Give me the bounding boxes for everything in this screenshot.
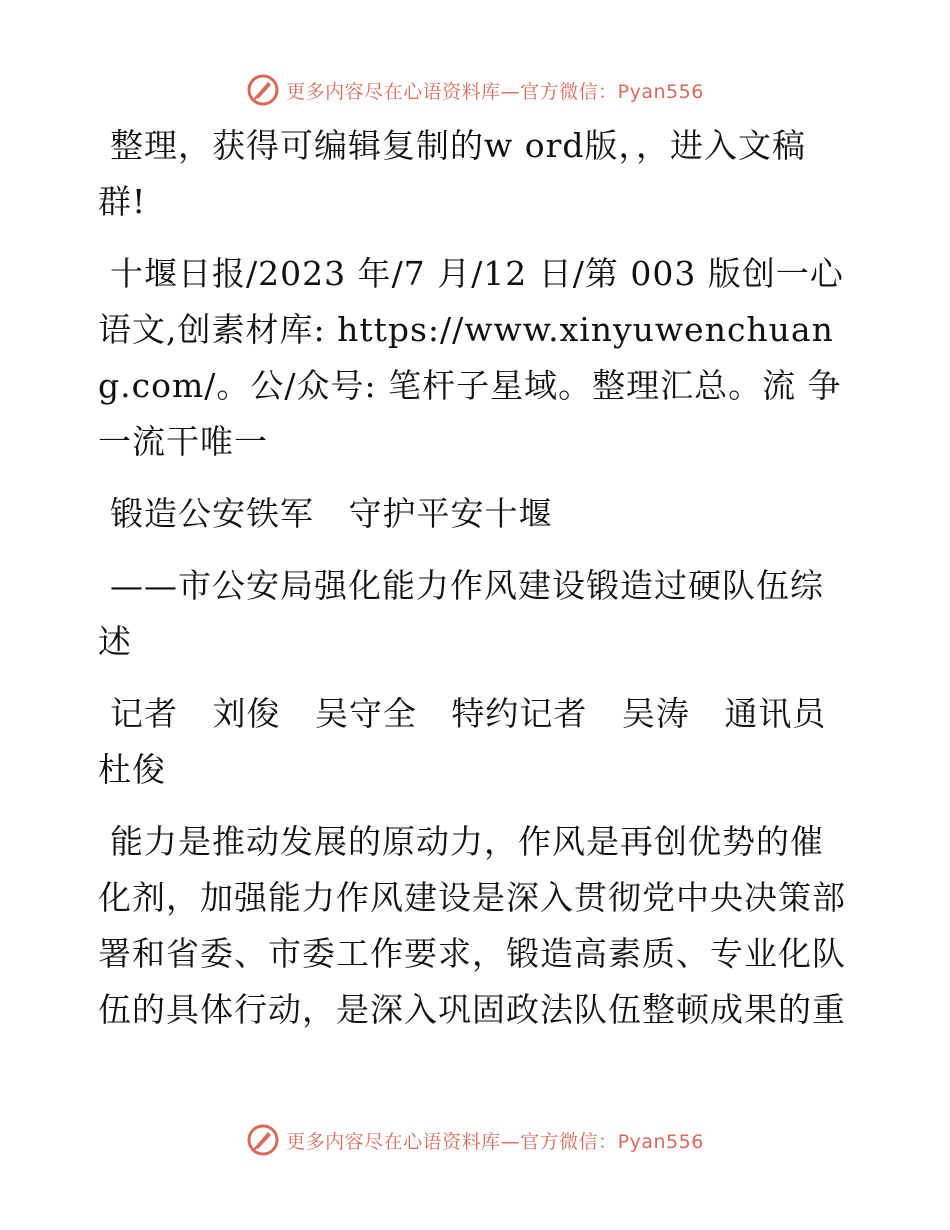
watermark-text: 更多内容尽在心语资料库—官方微信：Pyan556 [286, 80, 704, 103]
quill-logo-icon [246, 1123, 280, 1157]
article-title: 锻造公安铁军 守护平安十堰 [110, 494, 553, 533]
body-paragraph: 能力是推动发展的原动力，作风是再创优势的催化剂，加强能力作风建设是深入贯彻党中央决策部署和省委、市委工作要求，锻造高素质、专业化队伍的具体行动，是深入巩固政法队伍整顿成果的重 [98, 822, 846, 1029]
article-subtitle: ——市公安局强化能力作风建设锻造过硬队伍综述 [98, 566, 824, 661]
footer-watermark-banner [0, 1120, 950, 1160]
article-byline: 记者 刘俊 吴守全 特约记者 吴涛 通讯员 杜俊 [98, 694, 861, 789]
source-info-paragraph: 十堰日报/2023 年/7 月/12 日/第 003 版创一心语文,创素材库: https://www.xinyuwenchuang.com/。公/众号: 笔杆子星域。整理汇总。流 争一流干唯一 [98, 254, 844, 461]
intro-note-paragraph: 整理，获得可编辑复制的w ord版，，进入文稿群! [98, 126, 807, 221]
header-watermark-banner [0, 70, 950, 110]
quill-logo-icon [246, 73, 280, 107]
watermark-text: 更多内容尽在心语资料库—官方微信：Pyan556 [286, 1130, 704, 1153]
document-body [98, 118, 861, 1054]
